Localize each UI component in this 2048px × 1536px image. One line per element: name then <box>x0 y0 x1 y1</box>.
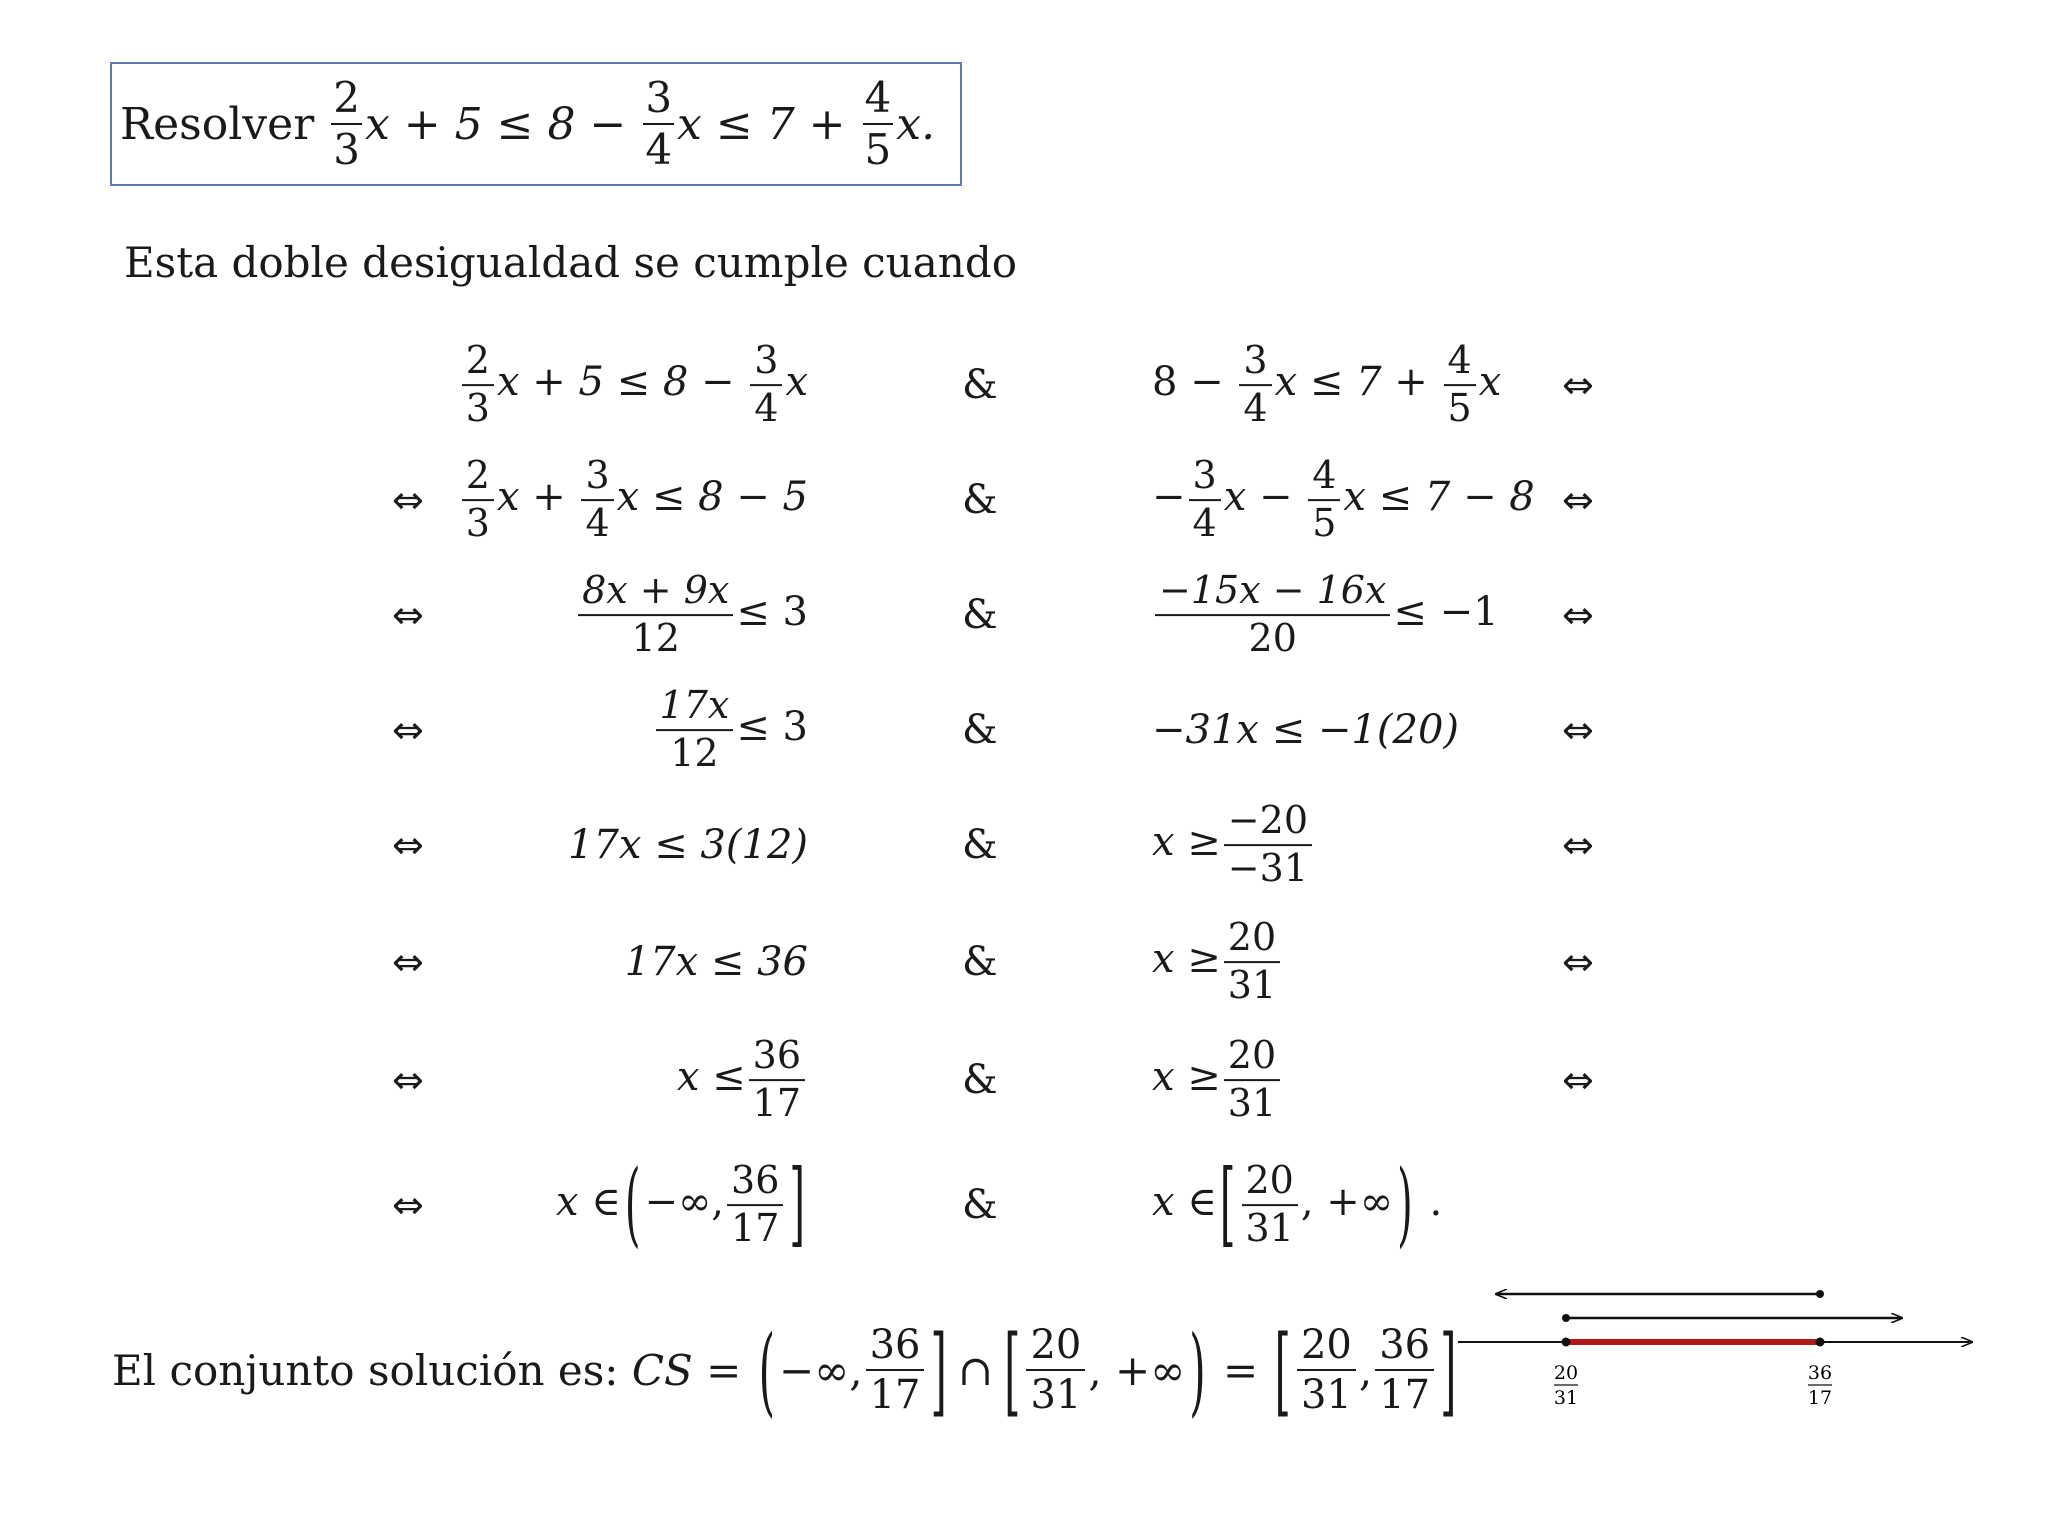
iff-symbol: ⇔ <box>392 593 424 637</box>
expression-part: x ≥ <box>1152 936 1221 982</box>
left-tick-dot <box>1562 1338 1571 1347</box>
row-lhs: 17x ≤ 3(12) <box>568 822 808 868</box>
expression-part: x ≥ <box>1152 1054 1221 1100</box>
open-bracket: [ <box>1219 1152 1236 1258</box>
and-symbol: & <box>962 939 998 985</box>
denominator: 31 <box>1030 1372 1082 1418</box>
fraction <box>1375 1324 1434 1416</box>
fraction <box>656 683 734 775</box>
expression-part: x ∈ <box>555 1179 621 1225</box>
numerator: 2 <box>462 341 494 386</box>
comma: , <box>1358 1345 1373 1395</box>
fraction <box>749 1033 805 1125</box>
fraction <box>727 1158 783 1250</box>
iff-symbol: ⇔ <box>1562 478 1594 522</box>
denominator: 12 <box>670 731 719 775</box>
left-tick-numerator: 20 <box>1553 1362 1579 1384</box>
expression-part: −∞, <box>644 1179 725 1225</box>
expression-part: x ≤ 7 − 8 <box>1343 474 1535 520</box>
fraction <box>462 338 494 430</box>
problem-statement <box>110 62 962 186</box>
iff-symbol: ⇔ <box>1562 1058 1594 1102</box>
expression-part: 8 − <box>1152 359 1237 405</box>
left-tick-denominator: 31 <box>1553 1387 1579 1409</box>
close-bracket: ] <box>930 1313 947 1427</box>
expression-part: x ≤ 7 + <box>1274 359 1441 405</box>
numerator: 20 <box>1026 1324 1085 1371</box>
numerator: 3 <box>581 456 613 501</box>
fraction <box>1297 1324 1356 1416</box>
open-bracket: [ <box>1274 1313 1291 1427</box>
numerator: 2 <box>462 456 494 501</box>
expression-part: ≤ −1 <box>1393 589 1499 635</box>
denominator: 5 <box>864 125 892 174</box>
derivation-row <box>0 1030 2048 1130</box>
row-rhs <box>1152 453 1535 545</box>
fraction <box>750 338 782 430</box>
numerator: 3 <box>643 76 674 125</box>
row-rhs <box>1152 568 1499 660</box>
and-symbol: & <box>962 362 998 408</box>
numerator: 20 <box>1297 1324 1356 1371</box>
period: . <box>1429 1179 1443 1225</box>
row-lhs <box>575 568 808 660</box>
close-paren: ) <box>1397 1152 1413 1258</box>
denominator: 17 <box>731 1206 780 1250</box>
iff-symbol: ⇔ <box>392 940 424 984</box>
numerator: 36 <box>749 1036 805 1081</box>
conclusion <box>112 1300 1460 1440</box>
expression-part: x <box>785 359 808 405</box>
derivation-row <box>0 680 2048 780</box>
denominator: 20 <box>1248 616 1297 660</box>
close-bracket: ] <box>789 1152 805 1258</box>
close-bracket: ] <box>1440 1313 1457 1427</box>
numerator: 20 <box>1224 918 1280 963</box>
expression-part: x ≤ 7 + <box>677 98 860 150</box>
expression-part: x + 5 ≤ 8 − <box>496 359 748 405</box>
denominator: 3 <box>333 125 360 174</box>
numerator: 3 <box>750 341 782 386</box>
denominator: 17 <box>1379 1372 1431 1418</box>
and-symbol: & <box>962 707 998 753</box>
denominator: 31 <box>1300 1372 1352 1418</box>
iff-symbol: ⇔ <box>392 823 424 867</box>
fraction <box>1155 568 1390 660</box>
expression-part: ≤ 3 <box>736 589 808 635</box>
open-bracket: [ <box>1004 1313 1021 1427</box>
equals: = <box>692 1345 755 1395</box>
numerator: 36 <box>727 1161 783 1206</box>
fraction <box>1224 1033 1280 1125</box>
open-paren: ( <box>624 1152 641 1258</box>
fraction <box>1242 1158 1298 1250</box>
numerator: 4 <box>1444 341 1476 386</box>
fraction <box>331 72 362 174</box>
and-symbol: & <box>962 1057 998 1103</box>
expression-part: x ≥ <box>1152 819 1221 865</box>
row-lhs <box>459 453 808 545</box>
intro-text: Esta doble desigualdad se cumple cuando <box>124 238 1017 287</box>
row-lhs <box>653 683 808 775</box>
set2-endpoint <box>1562 1314 1570 1322</box>
denominator: 3 <box>465 386 490 430</box>
iff-symbol: ⇔ <box>1562 593 1594 637</box>
right-tick-dot <box>1816 1338 1825 1347</box>
intersection-symbol: ∩ <box>957 1345 994 1395</box>
fraction <box>1189 453 1221 545</box>
denominator: 4 <box>645 125 673 174</box>
denominator: 5 <box>1447 386 1472 430</box>
numerator: 8x + 9x <box>578 571 733 616</box>
right-tick-denominator: 17 <box>1807 1387 1833 1409</box>
iff-symbol: ⇔ <box>392 708 424 752</box>
derivation-row <box>0 912 2048 1012</box>
row-rhs <box>1152 1152 1443 1258</box>
expression-part: x <box>1478 359 1502 405</box>
derivation-row <box>0 450 2048 550</box>
expression-part: x + <box>496 474 579 520</box>
expression-part: x − <box>1223 474 1306 520</box>
iff-symbol: ⇔ <box>392 1058 424 1102</box>
denominator: 5 <box>1312 501 1337 545</box>
expression-part: x ≤ 8 − 5 <box>616 474 808 520</box>
expression-part: − <box>1152 474 1186 520</box>
iff-symbol: ⇔ <box>392 1183 424 1227</box>
iff-symbol: ⇔ <box>392 478 424 522</box>
numerator: 2 <box>331 76 362 125</box>
fraction <box>1224 798 1312 890</box>
fraction <box>1239 338 1271 430</box>
numerator: 3 <box>1189 456 1221 501</box>
row-rhs: −31x ≤ −1(20) <box>1152 707 1459 753</box>
numerator: 4 <box>863 76 894 125</box>
and-symbol: & <box>962 1182 998 1228</box>
numerator: 36 <box>866 1324 925 1371</box>
fraction <box>863 72 894 174</box>
fraction <box>578 568 733 660</box>
denominator: 31 <box>1245 1206 1294 1250</box>
close-paren: ) <box>1189 1313 1206 1427</box>
derivation-row <box>0 565 2048 665</box>
iff-symbol: ⇔ <box>1562 940 1594 984</box>
fraction <box>1308 453 1340 545</box>
denominator: 12 <box>631 616 680 660</box>
and-symbol: & <box>962 477 998 523</box>
numerator: 20 <box>1224 1036 1280 1081</box>
iff-symbol: ⇔ <box>1562 823 1594 867</box>
denominator: 31 <box>1227 963 1277 1007</box>
set1-endpoint <box>1816 1290 1824 1298</box>
denominator: 3 <box>465 501 490 545</box>
denominator: 4 <box>1243 386 1268 430</box>
cs-symbol: CS <box>631 1345 693 1395</box>
denominator: 17 <box>752 1081 801 1125</box>
numerator: −20 <box>1224 801 1312 846</box>
equals: = <box>1209 1345 1272 1395</box>
row-lhs <box>555 1152 808 1258</box>
numerator: 3 <box>1239 341 1271 386</box>
fraction <box>1026 1324 1085 1416</box>
right-tick-numerator: 36 <box>1807 1362 1833 1384</box>
conclusion-text: El conjunto solución es: <box>112 1345 632 1395</box>
derivation-row <box>0 1150 2048 1260</box>
row-rhs <box>1152 338 1502 430</box>
fraction <box>581 453 613 545</box>
derivation-row <box>0 335 2048 435</box>
row-lhs <box>676 1033 808 1125</box>
expression-part: −∞, <box>779 1345 863 1395</box>
iff-symbol: ⇔ <box>1562 708 1594 752</box>
numerator: 4 <box>1308 456 1340 501</box>
numerator: 36 <box>1375 1324 1434 1371</box>
problem-word: Resolver <box>120 98 315 150</box>
numerator: 20 <box>1242 1161 1298 1206</box>
expression-part: x ≤ <box>676 1054 746 1100</box>
derivation-row <box>0 795 2048 895</box>
iff-symbol: ⇔ <box>1562 363 1594 407</box>
denominator: 17 <box>869 1372 921 1418</box>
row-lhs <box>459 338 808 430</box>
open-paren: ( <box>758 1313 776 1427</box>
expression-part: x + 5 ≤ 8 − <box>364 98 641 150</box>
and-symbol: & <box>962 822 998 868</box>
fraction <box>643 72 674 174</box>
numerator: 17x <box>656 686 734 731</box>
denominator: 4 <box>1192 501 1217 545</box>
expression-part: , +∞ <box>1088 1345 1186 1395</box>
expression-part: , +∞ <box>1300 1179 1394 1225</box>
fraction <box>1444 338 1476 430</box>
row-rhs <box>1152 798 1315 890</box>
expression-part: x ∈ <box>1152 1179 1217 1225</box>
row-rhs <box>1152 1033 1283 1125</box>
denominator: −31 <box>1227 846 1308 890</box>
fraction <box>462 453 494 545</box>
row-lhs: 17x ≤ 36 <box>624 939 808 985</box>
expression-part: x. <box>896 98 936 150</box>
row-rhs <box>1152 915 1283 1007</box>
fraction <box>1224 915 1280 1007</box>
denominator: 31 <box>1227 1081 1277 1125</box>
numerator: −15x − 16x <box>1155 571 1390 616</box>
and-symbol: & <box>962 592 998 638</box>
expression-part: ≤ 3 <box>736 704 808 750</box>
denominator: 4 <box>754 386 779 430</box>
fraction <box>866 1324 925 1416</box>
denominator: 4 <box>585 501 610 545</box>
number-line <box>1450 1280 1990 1420</box>
